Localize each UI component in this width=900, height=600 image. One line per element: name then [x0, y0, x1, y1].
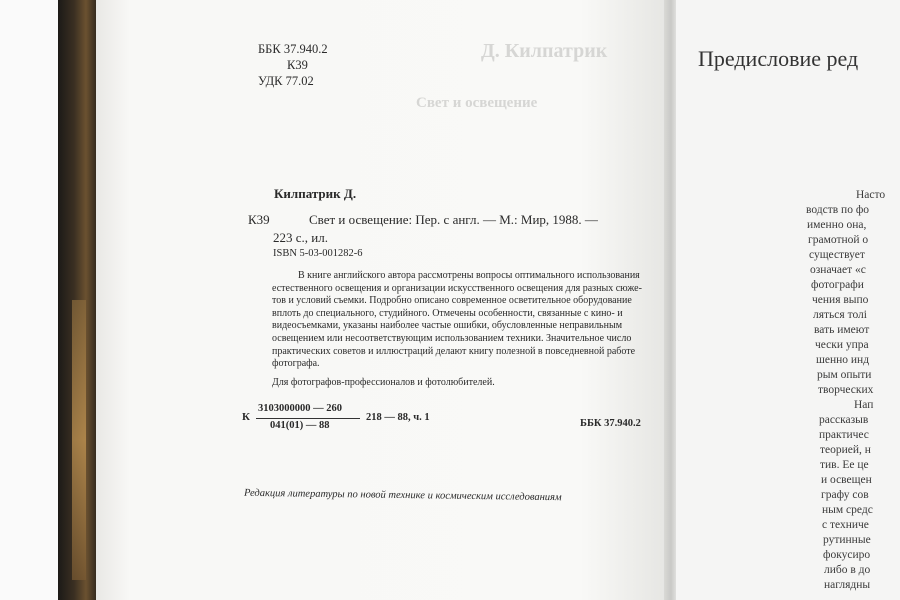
text-line: именно она, [807, 219, 867, 231]
text-line: тив. Ее це [820, 459, 869, 471]
abstract-line: вплоть до специального, студийного. Отмечены особенности, связанные с кино- и [272, 307, 623, 319]
text-line: водств по фо [806, 204, 870, 216]
title-line: Свет и освещение: Пер. с англ. — М.: Мир, 1988. — [309, 212, 598, 227]
isbn: ISBN 5-03-001282-6 [273, 248, 363, 259]
text-line: существует [809, 249, 865, 261]
index-denominator: 041(01) — 88 [270, 420, 330, 431]
bbk-code: ББК 37.940.2 [258, 42, 328, 56]
author: Килпатрик Д. [274, 186, 357, 201]
audience: Для фотографов-профессионалов и фотолюбителей. [272, 377, 495, 388]
text-line: с техниче [822, 519, 869, 531]
udc-code: УДК 77.02 [258, 74, 314, 88]
abstract-line: видеосъемками, указаны наиболее частые ошибки, обусловленные неправильным [272, 320, 623, 332]
text-line: рассказыв [819, 414, 869, 426]
abstract-line: В книге английского автора рассмотрены вопросы оптимального использования [298, 270, 640, 281]
left-page [96, 0, 666, 600]
text-line: чески упра [815, 339, 869, 351]
abstract-line: освещением или несоответствующим использованием техники. Значительное число [272, 332, 632, 344]
text-line: ным средс [822, 504, 873, 516]
author-mark: К39 [287, 58, 308, 72]
text-line: практичес [819, 429, 869, 441]
index-letter: К [242, 411, 250, 423]
text-line: графу сов [821, 489, 869, 501]
catalog-code: К39 [248, 212, 270, 227]
text-line: фокусиро [823, 549, 871, 561]
text-line: ляться толі [813, 309, 867, 321]
bbk-bottom: ББК 37.940.2 [580, 418, 641, 429]
preface-heading: Предисловие ред [698, 46, 859, 71]
text-line: рутинные [823, 534, 871, 546]
abstract-line: тов и условий съемки. Подробно описано современное осветительное оборудование [272, 295, 632, 307]
text-line: Насто [856, 189, 886, 201]
showthrough-title: Свет и освещение [416, 95, 538, 111]
text-line: творческих [818, 384, 874, 396]
pages-line: 223 с., ил. [273, 230, 328, 245]
fraction-line [256, 418, 360, 419]
abstract-line: фотографа. [272, 358, 320, 370]
background [0, 0, 58, 600]
abstract [272, 270, 672, 371]
text-line: шенно инд [816, 354, 870, 366]
right-page [676, 0, 900, 600]
abstract-line: естественного освещения и организации искусственного освещения для разных сюже- [272, 282, 642, 294]
text-line: рым опыти [817, 369, 872, 381]
text-line: грамотной о [808, 234, 869, 246]
text-line: фотографи [811, 279, 864, 291]
text-line: вать имеют [814, 324, 870, 336]
text-line: чения выпо [812, 294, 869, 306]
text-line: либо в до [824, 564, 871, 576]
index-suffix: 218 — 88, ч. 1 [366, 412, 430, 423]
text-line: Нап [854, 399, 874, 411]
text-line: означает «с [810, 264, 866, 276]
editorial-office: Редакция литературы по новой технике и космическим исследованиям [243, 487, 562, 504]
text-line: наглядны [824, 579, 871, 591]
index-numerator: 3103000000 — 260 [258, 403, 342, 414]
text-line: и освещен [821, 474, 872, 486]
abstract-line: практических советов и иллюстраций делают книгу полезной в повседневной работе [272, 345, 636, 357]
book-cover-edge [58, 0, 98, 600]
showthrough-author: Д. Килпатрик [481, 40, 608, 62]
text-line: теорией, н [820, 444, 871, 456]
